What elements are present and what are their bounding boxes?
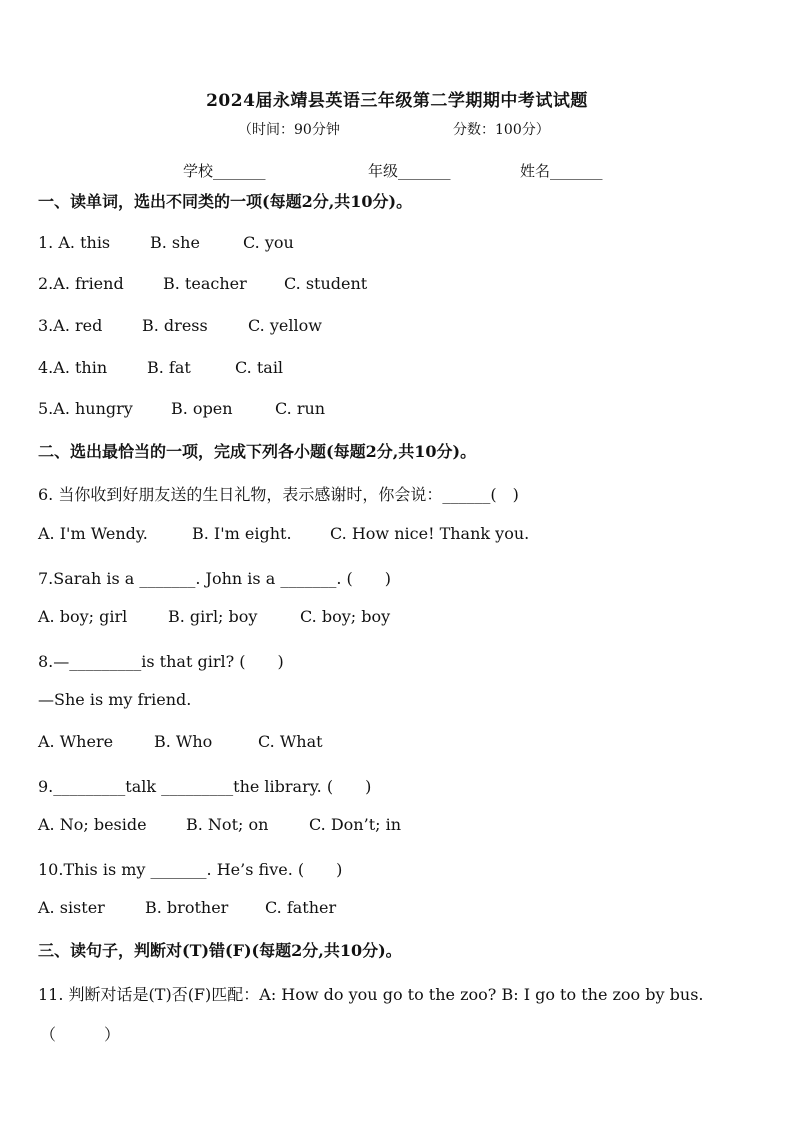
option-c: C. How nice! Thank you. (330, 524, 530, 543)
school-field: 学校_______ (183, 162, 266, 180)
question-8-reply: —She is my friend. (38, 690, 192, 709)
question-9-stem: 9._________talk _________the library. ( ) (38, 777, 372, 796)
option-b: B. teacher (163, 274, 247, 293)
question-5 (38, 399, 325, 418)
section-2-heading: 二、选出最恰当的一项，完成下列各小题(每题2分,共10分)。 (38, 442, 477, 461)
exam-title: 2024届永靖县英语三年级第二学期期中考试试题 (206, 91, 588, 111)
option-a: 5.A. hungry (38, 399, 133, 418)
option-b: B. open (171, 399, 233, 418)
question-2 (38, 274, 367, 293)
grade-field: 年级_______ (368, 162, 451, 180)
option-c: C. What (258, 732, 323, 751)
question-8-options (38, 732, 323, 751)
name-field: 姓名_______ (520, 162, 603, 180)
option-c: C. run (275, 399, 326, 418)
option-a: A. I'm Wendy. (38, 524, 148, 543)
option-a: 1. A. this (38, 233, 111, 252)
question-3 (38, 316, 322, 335)
option-b: B. brother (145, 898, 229, 917)
question-10-stem: 10.This is my _______. He’s five. ( ) (38, 860, 343, 879)
option-c: C. student (284, 274, 368, 293)
section-3-heading: 三、读句子，判断对(T)错(F)(每题2分,共10分)。 (38, 941, 402, 960)
option-c: C. you (243, 233, 294, 252)
option-b: B. I'm eight. (192, 524, 292, 543)
option-a: A. sister (38, 898, 105, 917)
option-c: C. boy; boy (300, 607, 391, 626)
option-c: C. father (265, 898, 337, 917)
option-c: C. yellow (248, 316, 322, 335)
question-11-stem: 11. 判断对话是(T)否(F)匹配：A: How do you go to the zoo? B: I go to the zoo by bus. (38, 985, 704, 1004)
option-a: 3.A. red (38, 316, 103, 335)
option-a: A. Where (38, 732, 114, 751)
option-b: B. she (150, 233, 200, 252)
option-a: 4.A. thin (38, 358, 108, 377)
question-1 (38, 233, 294, 252)
question-7-stem: 7.Sarah is a _______. John is a _______. ( ) (38, 569, 391, 588)
option-a: 2.A. friend (38, 274, 124, 293)
exam-time: （时间：90分钟 (238, 122, 340, 138)
question-6-stem: 6. 当你收到好朋友送的生日礼物，表示感谢时，你会说：______( ) (38, 485, 519, 504)
option-a: A. boy; girl (38, 607, 128, 626)
option-c: C. tail (235, 358, 284, 377)
question-6-options (38, 524, 529, 543)
question-10-options (38, 898, 336, 917)
option-b: B. fat (147, 358, 191, 377)
option-b: B. girl; boy (168, 607, 258, 626)
question-4 (38, 358, 283, 377)
exam-score: 分数：100分） (453, 122, 550, 138)
option-a: A. No; beside (38, 815, 147, 834)
option-c: C. Don’t; in (309, 815, 402, 834)
question-7-options (38, 607, 390, 626)
question-9-options (38, 815, 401, 834)
section-1-heading: 一、读单词，选出不同类的一项(每题2分,共10分)。 (38, 192, 413, 211)
question-8-stem: 8.—_________is that girl? ( ) (38, 652, 284, 671)
option-b: B. dress (142, 316, 208, 335)
option-b: B. Who (154, 732, 213, 751)
question-11-answer-blank: （ ） (40, 1025, 121, 1044)
option-b: B. Not; on (186, 815, 269, 834)
